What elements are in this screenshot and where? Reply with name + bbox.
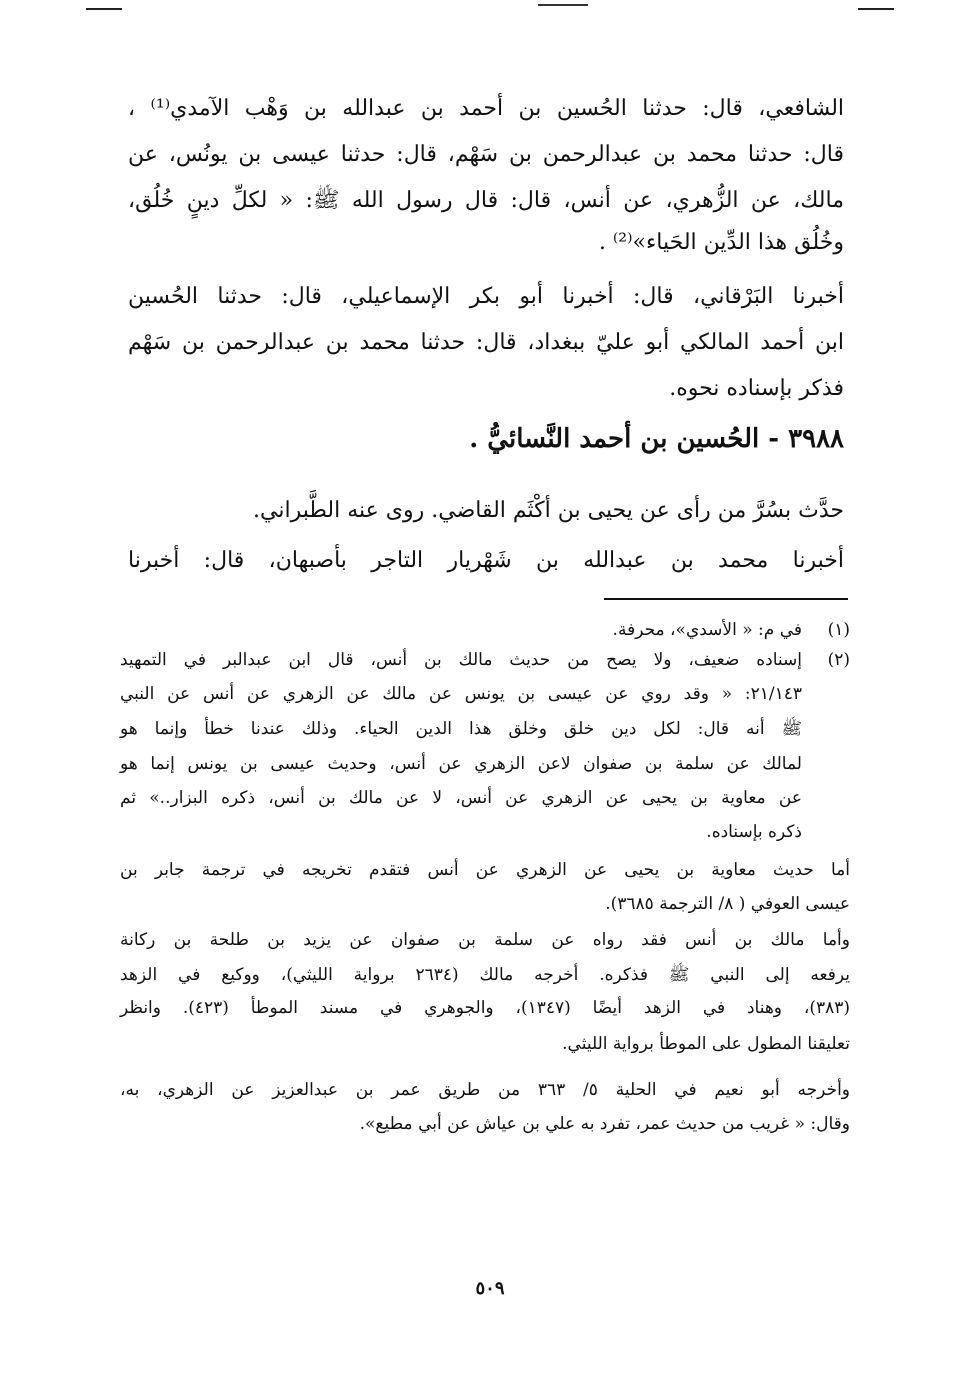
entry-paragraph bbox=[128, 498, 844, 588]
footnote-line: عيسى العوفي ( ٨/ الترجمة ٣٦٨٥). bbox=[605, 894, 850, 914]
footnote-line: (٣٨٣)، وهناد في الزهد أيضًا (١٣٤٧)، والجوهري في مسند الموطأ (٤٢٣). وانظر bbox=[120, 998, 851, 1018]
footnote-2 bbox=[120, 650, 850, 860]
footnote-number: (١) bbox=[827, 620, 850, 640]
footnote-line: يرفعه إلى النبي ﷺ فذكره. أخرجه مالك (٢٦٣٤ برواية الليثي)، ووكيع في الزهد bbox=[120, 965, 850, 985]
text-line: أخبرنا محمد بن عبدالله بن شَهْريار التاجر بأصبهان، قال: أخبرنا bbox=[128, 548, 844, 573]
text-line: مالك، عن الزُّهري، عن أنس، قال: قال رسول الله ﷺ: « لكلِّ دينٍ خُلُق، bbox=[128, 188, 844, 213]
entry-heading: ٣٩٨٨ - الحُسين بن أحمد النَّسائيُّ . bbox=[469, 424, 844, 454]
crop-mark-right bbox=[858, 8, 894, 10]
footnote-line: وقال: « غريب من حديث عمر، تفرد به علي بن عياش عن أبي مطيع». bbox=[359, 1114, 850, 1134]
page-number: ٥٠٩ bbox=[475, 1278, 505, 1299]
top-dash-mark bbox=[538, 0, 588, 6]
footnote-line: ٢١/١٤٣: « وقد روي عن عيسى بن يونس عن مالك عن الزهري عن أنس عن النبي bbox=[120, 684, 802, 704]
footnote-line: إسناده ضعيف، ولا يصح من حديث مالك بن أنس، قال ابن عبدالبر في التمهيد bbox=[120, 650, 802, 670]
crop-mark-left bbox=[86, 8, 122, 10]
footnote-line: أما حديث معاوية بن يحيى عن الزهري عن أنس فتقدم تخريجه في ترجمة جابر بن bbox=[120, 860, 850, 880]
text-line: قال: حدثنا محمد بن عبدالرحمن بن سَهْم، قال: حدثنا عيسى بن يونُس، عن bbox=[128, 142, 844, 167]
footnote-line: ذكره بإسناده. bbox=[706, 822, 802, 842]
footnote-line: تعليقنا المطول على الموطأ برواية الليثي. bbox=[562, 1034, 850, 1054]
text-line: الشافعي، قال: حدثنا الحُسين بن أحمد بن عبدالله بن وَهْب الآمدي⁽¹⁾ ، bbox=[128, 96, 845, 121]
footnote-line: ﷺ أنه قال: لكل دين خلق وخلق هذا الدين الحياء. وذلك عندنا خطأ وإنما هو bbox=[120, 719, 802, 739]
text-line: وخُلُق هذا الدِّين الحَياء»⁽²⁾ . bbox=[598, 230, 844, 255]
footnote-line: وأخرجه أبو نعيم في الحلية ٥/ ٣٦٣ من طريق عمر بن عبدالعزيز عن الزهري، به، bbox=[120, 1080, 851, 1100]
text-line: حدَّث بسُرَّ من رأى عن يحيى بن أكْثَم القاضي. روى عنه الطَّبراني. bbox=[253, 498, 844, 523]
footnote-paragraph bbox=[120, 860, 850, 930]
text-line: فذكر بإسناده نحوه. bbox=[669, 376, 844, 401]
footnote-number: (٢) bbox=[827, 650, 850, 670]
footnote-line: وأما مالك بن أنس فقد رواه عن سلمة بن صفوان عن يزيد بن طلحة بن ركانة bbox=[120, 930, 850, 950]
footnote-paragraph bbox=[120, 1080, 850, 1150]
footnote-paragraph bbox=[120, 930, 850, 1070]
main-paragraph-1 bbox=[128, 96, 844, 276]
text-line: ابن أحمد المالكي أبو عليّ ببغداد، قال: حدثنا محمد بن عبدالرحمن بن سَهْم bbox=[128, 330, 844, 355]
footnote-line: عن معاوية بن يحيى عن الزهري عن أنس، لا عن مالك بن أنس، ذكره البزار..» ثم bbox=[120, 788, 802, 808]
footnote-line: لمالك عن سلمة بن صفوان لاعن الزهري عن أنس، وحديث عيسى بن يونس إنما هو bbox=[120, 754, 802, 774]
main-paragraph-2 bbox=[128, 284, 844, 414]
text-line: أخبرنا البَرْقاني، قال: أخبرنا أبو بكر الإسماعيلي، قال: حدثنا الحُسين bbox=[128, 284, 844, 309]
footnote-separator bbox=[604, 598, 848, 600]
footnote-line: في م: « الأسدي»، محرفة. bbox=[612, 620, 802, 640]
footnote-1 bbox=[120, 620, 850, 646]
